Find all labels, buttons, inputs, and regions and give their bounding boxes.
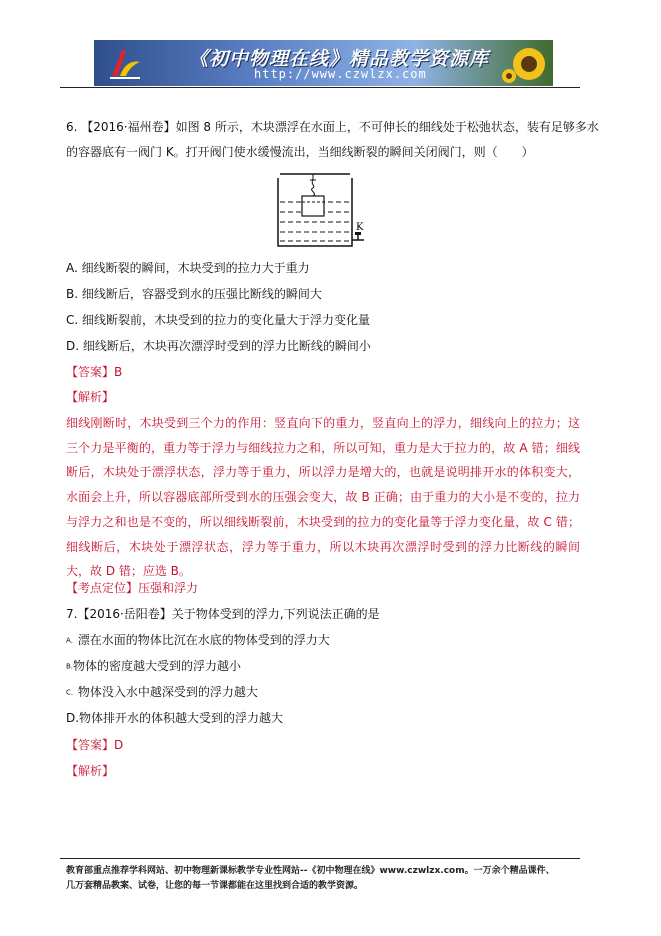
q7-option-b [66,658,241,675]
answer-tag: 【答案】 [66,365,115,379]
valve-label: K [356,222,364,233]
option-letter: C． [66,688,78,697]
header-rule [60,87,580,88]
footer-rule [60,858,580,859]
footer-line1: 教育部重点推荐学科网站、初中物理新课标教学专业性网站--《初中物理在线》www.czwlzx.com。一万余个精品课件、 [66,866,555,876]
q7-stem: 7.【2016·岳阳卷】关于物体受到的浮力,下列说法正确的是 [66,607,380,621]
q6-answer [66,364,122,380]
q7-option-d: D.物体排开水的体积越大受到的浮力越大 [66,711,284,725]
q6-keypoint [66,580,198,596]
keypoint-value: 压强和浮力 [138,581,199,595]
q7-option-c [66,684,258,701]
q6-option-c: C. 细线断裂前，木块受到的拉力的变化量大于浮力变化量 [66,313,371,327]
q6-analysis-text: 细线刚断时，木块受到三个力的作用：竖直向下的重力，竖直向上的浮力，细线向上的拉力；这三个力是平衡的，重力等于浮力与细线拉力之和，所以可知，重力是大于拉力的，故 A 错；细线断后，木块处于漂浮状态，浮力等于重力，所以浮力是增大的，也就是说明排开水的体积变大，水面会上升，所以容器底部所受到水的压强会变大，故 B 正确；由于重力的大小是不变的，拉力与浮力之和也是不变的，所以细线断裂前，木块受到的拉力的变化量等于浮力变化量，故 C 错；细线断后，木块处于漂浮状态，浮力等于重力，所以木块再次漂浮时受到的浮力比断线的瞬间大，故 D 错；应选 B。 [66,416,580,579]
q7-analysis-tag: 【解析】 [66,764,115,778]
q6-option-b: B. 细线断后，容器受到水的压强比断线的瞬间大 [66,287,322,301]
q6-stem-line2: 的容器底有一阀门 K。打开阀门使水缓慢流出，当细线断裂的瞬间关闭阀门，则（ ） [66,145,534,159]
option-text: 物体的密度越大受到的浮力越小 [73,659,242,673]
q6-analysis-tag: 【解析】 [66,390,115,404]
container-figure [270,168,370,252]
site-url[interactable]: http://www.czwlzx.com [254,67,427,81]
option-text: 物体没入水中越深受到的浮力越大 [77,685,258,699]
header-banner [94,40,553,86]
option-letter: B. [66,662,74,671]
option-text: 漂在水面的物体比沉在水底的物体受到的浮力大 [77,633,330,647]
sunflower-icon [499,42,551,86]
answer-value: B [114,365,123,379]
answer-value: D [114,738,124,752]
option-letter: A． [66,636,78,645]
q7-option-a [66,632,330,649]
q6-option-a: A. 细线断裂的瞬间，木块受到的拉力大于重力 [66,261,310,275]
q6-option-d: D. 细线断后，木块再次漂浮时受到的浮力比断线的瞬间小 [66,339,371,353]
footer-line2: 几万套精品教案、试卷，让您的每一节课都能在这里找到合适的教学资源。 [66,881,364,891]
answer-tag: 【答案】 [66,738,115,752]
keypoint-tag: 【考点定位】 [66,581,139,595]
site-logo-icon [108,46,142,80]
q6-stem-line1: 6. 【2016·福州卷】如图 8 所示，木块漂浮在水面上，不可伸长的细线处于松弛状态，装有足够多水 [66,120,599,134]
q7-answer [66,737,123,753]
site-title: 《初中物理在线》精品教学资源库 [189,48,490,70]
